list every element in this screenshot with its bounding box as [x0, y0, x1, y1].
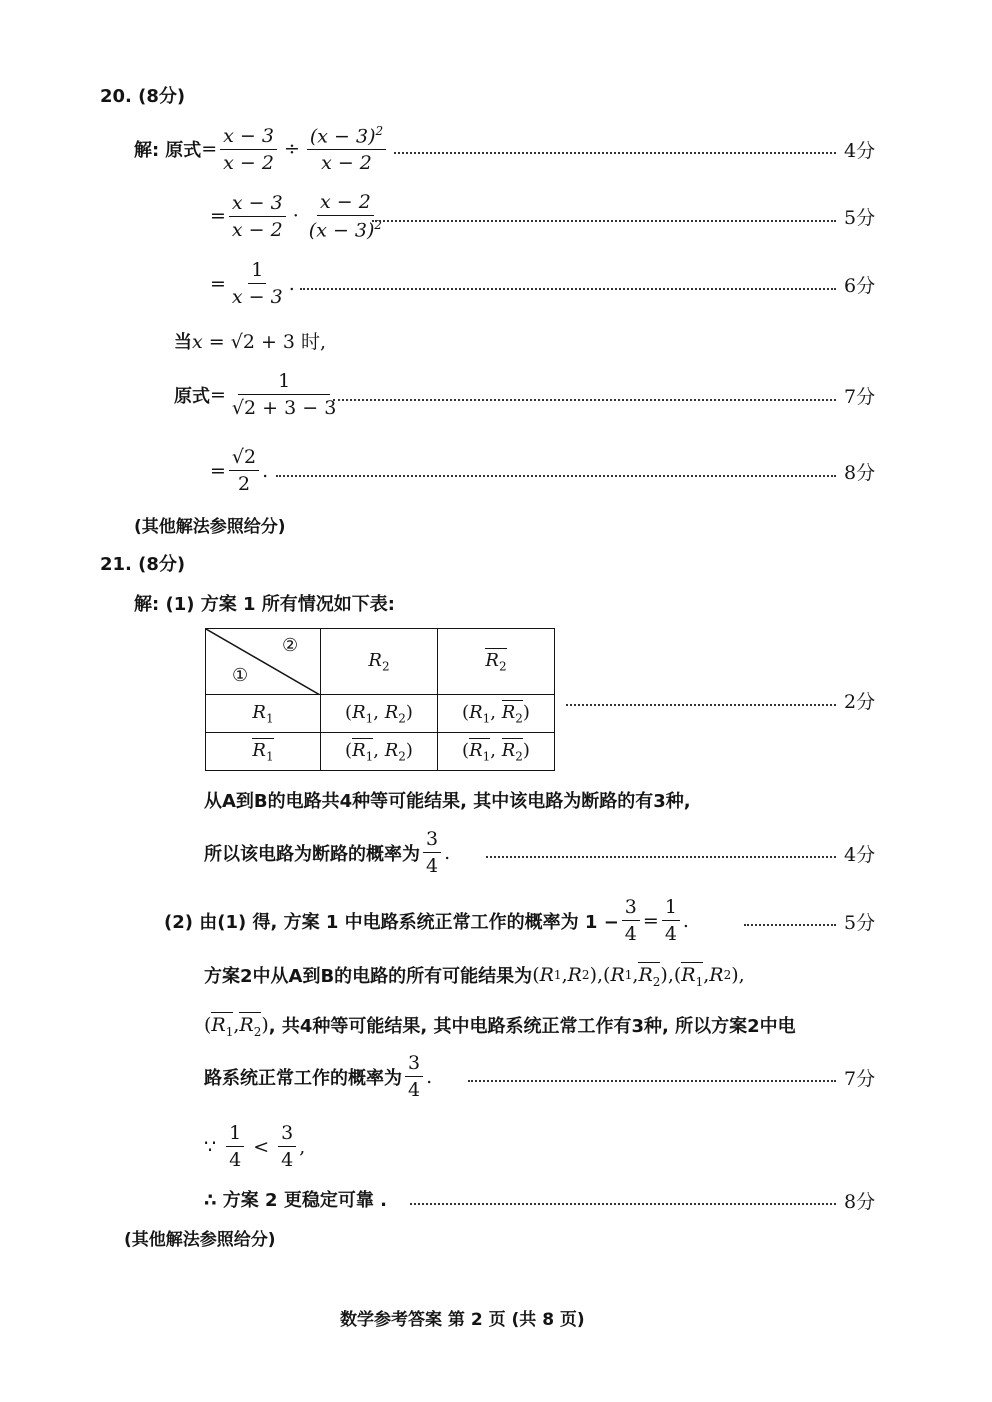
q20-note: (其他解法参照给分)	[134, 517, 286, 537]
R: R	[252, 739, 266, 761]
score-label: 8分	[844, 462, 876, 484]
R: R	[610, 964, 625, 987]
comma: ,	[233, 1014, 240, 1037]
corner-label-switch-1: ①	[232, 665, 249, 686]
R: R	[368, 649, 382, 671]
subscript: 2	[398, 711, 406, 726]
less-than: <	[253, 1135, 270, 1158]
R: R	[384, 701, 399, 723]
table-cell	[321, 695, 438, 733]
paren: )	[405, 739, 413, 761]
table-cell	[321, 733, 438, 771]
score-label: 7分	[844, 1068, 876, 1090]
paren: )	[261, 1014, 269, 1037]
multiply-dot: ·	[292, 205, 299, 228]
fraction	[229, 446, 259, 495]
equals-sign: =	[210, 272, 226, 295]
paren: )	[660, 964, 668, 987]
period: .	[262, 459, 269, 482]
line-text: , 共4种等可能结果, 其中电路系统正常工作有3种, 所以方案2中电	[268, 1016, 796, 1038]
denominator: 2	[237, 473, 251, 495]
equals-sign: =	[642, 909, 659, 932]
q21-line2	[204, 828, 450, 877]
subscript: 2	[253, 1024, 262, 1039]
numerator: 3	[622, 896, 640, 921]
paren: (	[462, 739, 470, 761]
page-footer: 数学参考答案 第 2 页 (共 8 页)	[340, 1310, 585, 1330]
dot-leader	[394, 152, 836, 154]
paren: (	[532, 964, 540, 987]
q20-step4	[174, 370, 342, 419]
q21-line6	[204, 1052, 432, 1101]
numerator: 3	[405, 1052, 423, 1077]
denominator: 4	[426, 855, 439, 877]
denominator: x − 3	[231, 286, 283, 308]
paren: (	[603, 964, 611, 987]
denominator: x − 2	[223, 151, 274, 174]
paren: )	[522, 739, 530, 761]
paren: )	[589, 964, 597, 987]
subscript: 1	[482, 749, 491, 764]
denominator: 4	[229, 1149, 242, 1171]
score-label: 6分	[844, 275, 876, 297]
line-text: (2) 由(1) 得, 方案 1 中电路系统正常工作的概率为 1 −	[164, 911, 619, 933]
denominator: x − 2	[231, 218, 283, 241]
R: R	[501, 739, 516, 761]
q21-line4	[204, 962, 745, 989]
table-row-header	[206, 733, 321, 771]
period: .	[682, 909, 689, 932]
paren: (	[462, 701, 470, 723]
q20-header: 20. (8分)	[100, 86, 186, 107]
R: R	[352, 701, 366, 723]
fraction	[662, 896, 680, 945]
fraction	[229, 192, 286, 241]
line-text: 所以该电路为断路的概率为	[204, 843, 420, 865]
because-symbol: ∵	[204, 1135, 217, 1158]
fraction	[622, 896, 640, 945]
table-header-cell	[321, 629, 438, 695]
fraction	[229, 370, 339, 419]
dot-leader	[276, 475, 836, 477]
dot-leader	[300, 288, 836, 290]
R: R	[211, 1014, 226, 1036]
subscript: 1	[695, 974, 704, 989]
subscript: 2	[652, 974, 661, 989]
score-label: 2分	[844, 691, 876, 713]
fraction	[220, 125, 277, 174]
R: R	[252, 701, 266, 723]
numerator: (x − 3)	[309, 125, 376, 148]
R: R	[501, 701, 516, 723]
fraction	[405, 1052, 423, 1101]
denominator-rest: + 3 − 3	[256, 397, 337, 419]
equals-sign: =	[201, 138, 218, 161]
q20-condition	[174, 330, 326, 355]
exponent: 2	[375, 124, 384, 138]
denominator: 4	[624, 923, 637, 945]
paren: )	[405, 701, 413, 723]
numerator: x − 3	[220, 125, 277, 150]
numerator: 1	[662, 896, 680, 921]
comma: ,	[596, 964, 604, 987]
subscript: 1	[624, 968, 633, 983]
q21-line1: 从A到B的电路共4种等可能结果, 其中该电路为断路的有3种,	[204, 791, 691, 812]
table-header-cell	[438, 629, 555, 695]
corner-label-switch-2: ②	[282, 635, 299, 656]
subscript: 2	[381, 659, 390, 674]
comma: ,	[490, 739, 502, 761]
q21-header: 21. (8分)	[100, 554, 186, 575]
subscript: 2	[581, 968, 590, 983]
R: R	[352, 739, 366, 761]
denominator: 4	[281, 1149, 294, 1171]
equals-sign: =	[210, 205, 226, 228]
fraction	[423, 828, 441, 877]
comma: ,	[703, 964, 710, 987]
dot-leader	[468, 1080, 836, 1082]
line-text: 方案2中从A到B的电路的所有可能结果为	[204, 966, 533, 988]
fraction	[306, 191, 385, 241]
comma: ,	[490, 701, 502, 723]
paren: (	[204, 1014, 212, 1037]
numerator: 1	[248, 259, 266, 284]
equals-sign: =	[210, 459, 226, 482]
fraction	[278, 1122, 296, 1171]
comma: ,	[299, 1135, 306, 1158]
table-corner-cell	[206, 629, 321, 695]
outcome-table	[205, 628, 555, 771]
paren: )	[522, 701, 530, 723]
fraction	[226, 1122, 244, 1171]
q20-step2	[210, 191, 388, 241]
q21-note: (其他解法参照给分)	[124, 1230, 276, 1250]
denominator: x − 2	[321, 152, 372, 175]
subscript: 2	[515, 711, 523, 726]
q21-conclusion: ∴ 方案 2 更稳定可靠 .	[204, 1190, 387, 1211]
denominator: 4	[664, 923, 677, 945]
score-label: 5分	[844, 207, 876, 229]
q21-intro: 解: (1) 方案 1 所有情况如下表:	[134, 594, 395, 615]
numerator: 1	[238, 370, 330, 395]
R: R	[384, 739, 399, 761]
sqrt-two: √2	[231, 397, 257, 419]
variable-x: x	[192, 331, 203, 353]
table-cell	[438, 733, 555, 771]
comma: ,	[667, 964, 674, 987]
R: R	[239, 1014, 254, 1036]
subscript: 2	[398, 749, 406, 764]
numerator: 1	[226, 1122, 244, 1147]
subscript: 1	[225, 1024, 234, 1039]
condition-text: = √2 + 3 时,	[202, 331, 327, 353]
dot-leader	[566, 704, 836, 706]
numerator: 3	[278, 1122, 296, 1147]
line-text: 路系统正常工作的概率为	[204, 1067, 402, 1089]
exponent: 2	[374, 218, 383, 232]
q20-step1	[134, 124, 389, 174]
q20-jie: 解:	[134, 140, 160, 162]
q20-step3	[210, 259, 295, 308]
subscript: 1	[265, 711, 274, 726]
paren: (	[345, 739, 353, 761]
score-label: 4分	[844, 140, 876, 162]
R: R	[638, 964, 653, 986]
q21-part2	[164, 896, 689, 945]
dot-leader	[744, 924, 836, 926]
period: .	[288, 272, 295, 295]
score-label: 5分	[844, 912, 876, 934]
numerator: 3	[423, 828, 441, 853]
divide-sign: ÷	[283, 138, 300, 161]
R: R	[539, 964, 554, 987]
subscript: 1	[553, 968, 562, 983]
comma: ,	[738, 964, 745, 987]
subscript: 1	[365, 749, 374, 764]
comma: ,	[373, 739, 385, 761]
q20-yuanshi: 原式	[174, 385, 210, 407]
table-cell	[438, 695, 555, 733]
R: R	[681, 964, 696, 986]
comma: ,	[632, 964, 639, 987]
R: R	[567, 964, 582, 987]
score-label: 4分	[844, 844, 876, 866]
q21-compare	[204, 1122, 305, 1171]
R: R	[485, 649, 499, 671]
numerator: x − 2	[317, 191, 374, 216]
period: .	[444, 841, 451, 864]
R: R	[709, 964, 724, 987]
diagonal-line	[206, 629, 320, 695]
table-row-header	[206, 695, 321, 733]
dot-leader	[410, 1203, 836, 1205]
paren: (	[673, 964, 682, 987]
q20-yuanshi: 原式	[165, 140, 202, 162]
subscript: 1	[365, 711, 374, 726]
numerator: √2	[229, 446, 259, 471]
subscript: 2	[515, 749, 523, 764]
R: R	[469, 739, 483, 761]
q20-step5	[210, 446, 268, 495]
q21-line5	[204, 1012, 796, 1039]
equals-sign: =	[210, 383, 226, 406]
comma: ,	[561, 964, 568, 987]
fraction	[229, 259, 286, 308]
dot-leader	[372, 220, 836, 222]
score-label: 7分	[844, 386, 876, 408]
subscript: 2	[498, 659, 507, 674]
denominator: (x − 3)	[308, 219, 375, 242]
numerator: x − 3	[229, 192, 286, 217]
score-label: 8分	[844, 1191, 876, 1213]
paren: (	[345, 701, 353, 723]
subscript: 2	[723, 968, 732, 983]
subscript: 1	[265, 749, 274, 764]
comma: ,	[373, 701, 385, 723]
R: R	[469, 701, 483, 723]
when-label: 当	[174, 332, 192, 353]
fraction	[307, 124, 386, 174]
denominator: 4	[408, 1079, 421, 1101]
paren: )	[731, 964, 739, 987]
period: .	[426, 1065, 433, 1088]
dot-leader	[333, 399, 836, 401]
subscript: 1	[482, 711, 491, 726]
dot-leader	[486, 856, 836, 858]
